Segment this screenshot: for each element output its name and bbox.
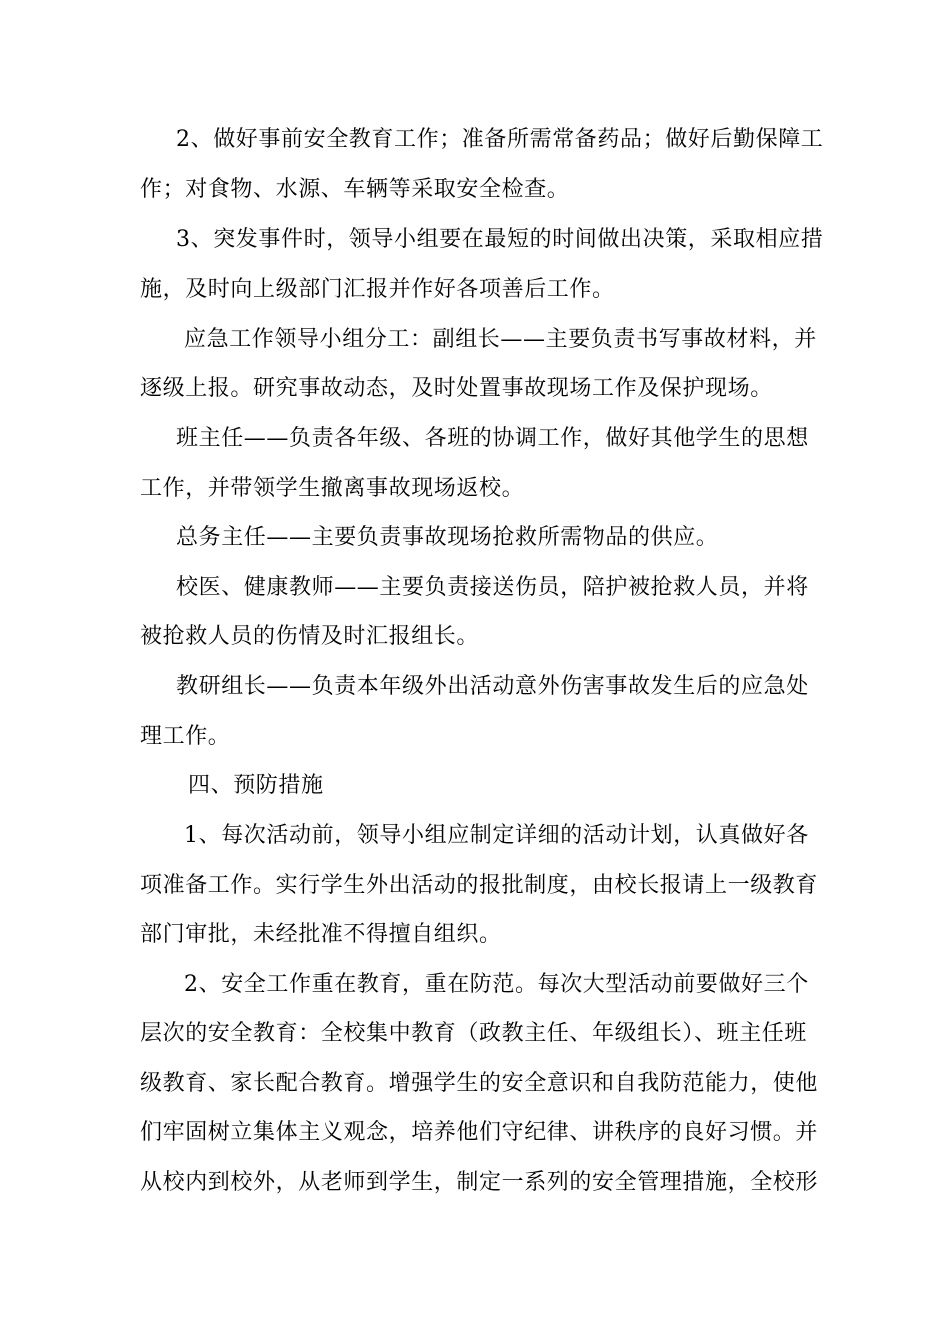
text-line: 教研组长——负责本年级外出活动意外伤害事故发生后的应急处 xyxy=(176,674,809,699)
text-line: 总务主任——主要负责事故现场抢救所需物品的供应。 xyxy=(176,525,719,550)
text-line: 班主任——负责各年级、各班的协调工作，做好其他学生的思想 xyxy=(176,426,809,451)
text-line: 校医、健康教师——主要负责接送伤员，陪护被抢救人员，并将 xyxy=(176,575,809,600)
text-line: 被抢救人员的伤情及时汇报组长。 xyxy=(140,624,480,649)
text-line: 项准备工作。实行学生外出活动的报批制度，由校长报请上一级教育 xyxy=(140,873,819,898)
text-line: 应急工作领导小组分工：副组长——主要负责书写事故材料，并 xyxy=(184,327,817,352)
text-line: 2、安全工作重在教育，重在防范。每次大型活动前要做好三个 xyxy=(184,972,809,997)
text-line: 作；对食物、水源、车辆等采取安全检查。 xyxy=(140,177,570,202)
text-line: 们牢固树立集体主义观念，培养他们守纪律、讲秩序的良好习惯。并 xyxy=(140,1120,819,1145)
text-line: 1、每次活动前，领导小组应制定详细的活动计划，认真做好各 xyxy=(184,823,809,848)
text-line: 部门审批，未经批准不得擅自组织。 xyxy=(140,922,502,947)
text-line: 理工作。 xyxy=(140,724,231,749)
text-line: 逐级上报。研究事故动态，及时处置事故现场工作及保护现场。 xyxy=(140,376,773,401)
text-line: 从校内到校外，从老师到学生，制定一系列的安全管理措施，全校形 xyxy=(140,1170,819,1195)
text-line: 工作，并带领学生撤离事故现场返校。 xyxy=(140,476,525,501)
text-line: 2、做好事前安全教育工作；准备所需常备药品；做好后勤保障工 xyxy=(176,127,824,152)
section-heading: 四、预防措施 xyxy=(188,773,324,798)
text-line: 层次的安全教育：全校集中教育（政教主任、年级组长）、班主任班 xyxy=(140,1021,808,1046)
text-line: 施，及时向上级部门汇报并作好各项善后工作。 xyxy=(140,277,615,302)
text-line: 3、突发事件时，领导小组要在最短的时间做出决策，采取相应措 xyxy=(176,227,824,252)
text-line: 级教育、家长配合教育。增强学生的安全意识和自我防范能力，使他 xyxy=(140,1071,819,1096)
